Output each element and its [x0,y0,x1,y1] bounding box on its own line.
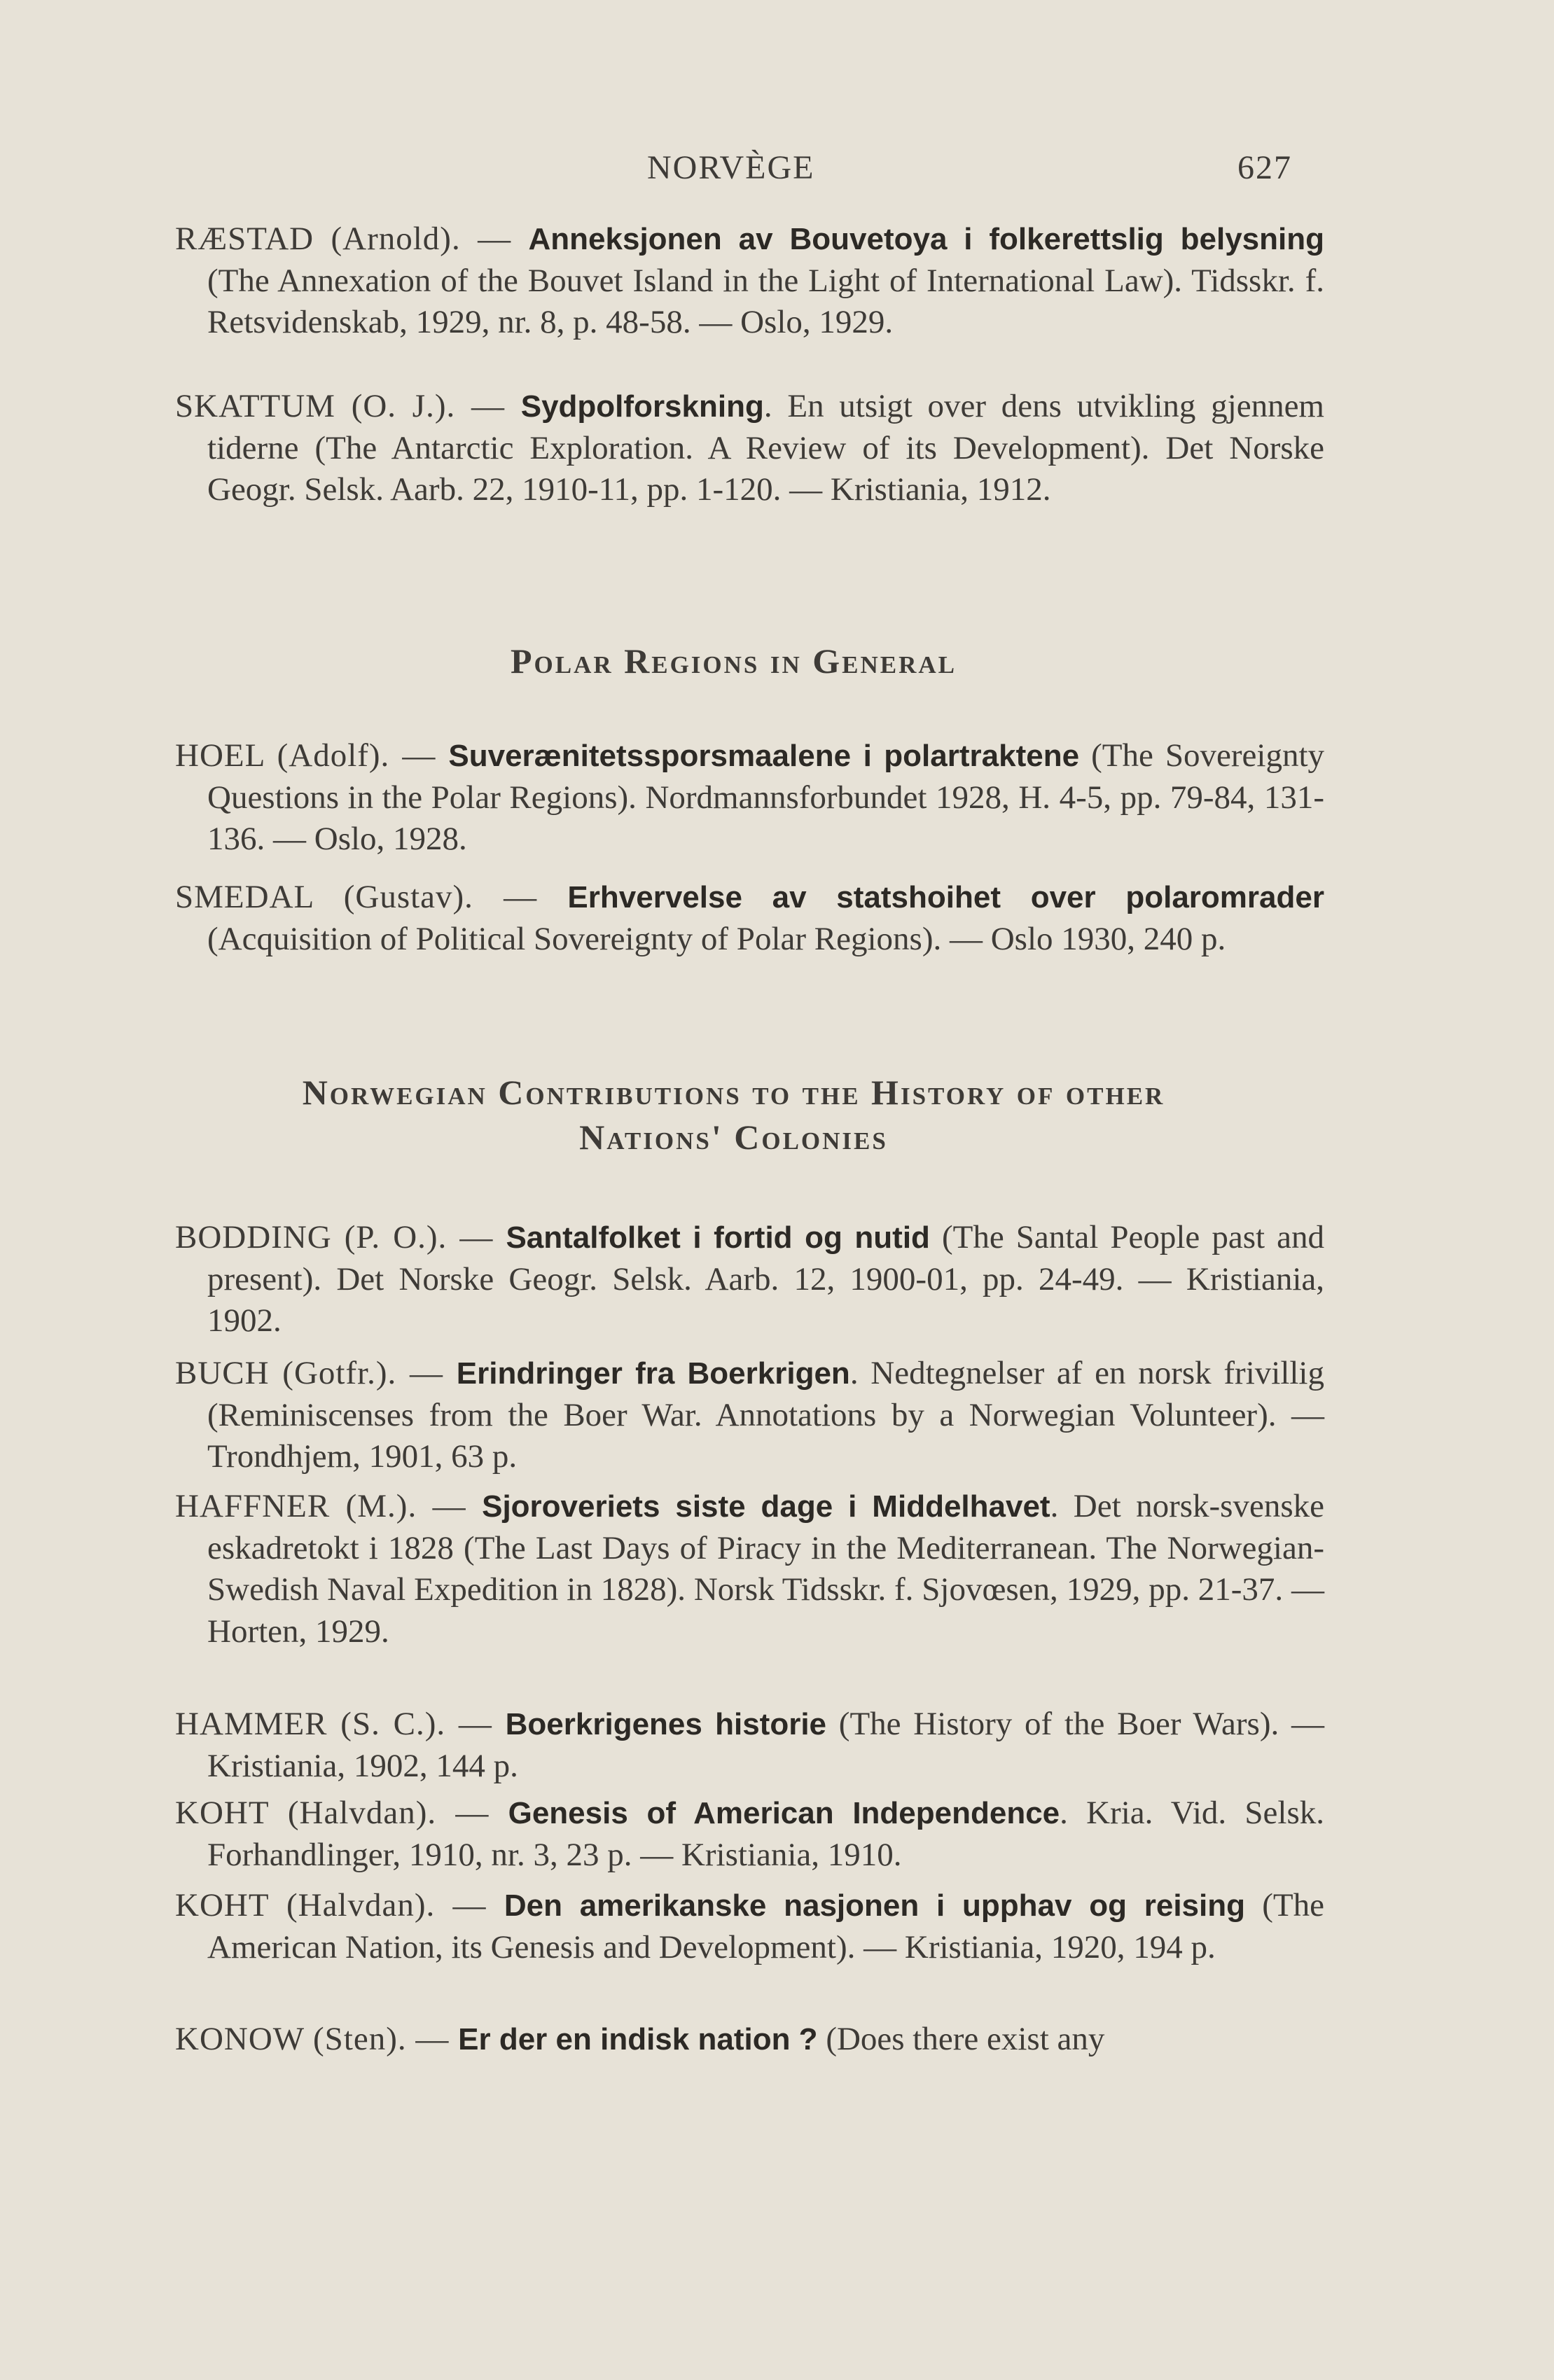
section-heading-line-1: Norwegian Contributions to the History of other [302,1073,1165,1112]
entry-author: KONOW (Sten). — [175,2021,459,2057]
entry-author: HOEL (Adolf). — [175,737,449,774]
entry-author: SKATTUM (O. J.). — [175,388,521,424]
entry-details: . Det norsk-svenske eskadretokt i 1828 (The Last Days of Piracy in the Mediterranean. The Norwegian-Swedish Naval Expedition in 1828). Norsk Tidsskr. f. Sjovœsen, 1929, pp. 21-37. — Horten, 1929. [207,1488,1324,1650]
entry-details: (The American Nation, its Genesis and Development). — Kristiania, 1920, 194 p. [207,1887,1325,1965]
entry-title: Suverænitetssporsmaalene i polartraktene [448,739,1080,773]
entry-title: Erhvervelse av statshoihet over polaromrader [567,880,1324,914]
entry-title: Erindringer fra Boerkrigen [456,1356,850,1391]
bibliography-entry [175,1486,1324,1652]
entry-title: Den amerikanske nasjonen i upphav og reising [504,1888,1245,1923]
entry-details: . Kria. Vid. Selsk. Forhandlinger, 1910, nr. 3, 23 p. — Kristiania, 1910. [207,1795,1324,1873]
bibliography-entry [175,1704,1324,1787]
entry-details: . Nedtegnelser af en norsk frivillig (Reminiscenses from the Boer War. Annotations by a Norwegian Volunteer). — Trondhjem, 1901, 63 p. [207,1355,1324,1475]
entry-title: Sjoroveriets siste dage i Middelhavet [482,1489,1050,1524]
bibliography-entry [175,877,1324,960]
section-heading-line-2: Nations' Colonies [579,1118,888,1157]
bibliography-entry [175,1217,1324,1342]
entry-author: RÆSTAD (Arnold). — [175,221,529,257]
running-head [175,148,1292,190]
entry-details: (The Annexation of the Bouvet Island in the Light of International Law). Tidsskr. f. Retsvidenskab, 1929, nr. 8, p. 48-58. — Oslo, 1929. [207,262,1324,341]
entry-title: Er der en indisk nation ? [458,2022,818,2057]
entry-title: Anneksjonen av Bouvetoya i folkerettslig belysning [528,222,1325,256]
entry-author: HAMMER (S. C.). — [175,1706,506,1742]
page-number: 627 [1237,149,1292,186]
section-heading: Polar Regions in General [510,641,957,681]
bibliography-entry [175,218,1324,344]
entry-details: (The History of the Boer Wars). — Kristiania, 1902, 144 p. [207,1706,1324,1784]
bibliography-entry [175,2019,1324,2061]
entry-details: (Acquisition of Political Sovereignty of Polar Regions). — Oslo 1930, 240 p. [207,920,1226,957]
entry-title: Boerkrigenes historie [505,1707,827,1741]
bibliography-entry [175,1353,1324,1478]
entry-details: . En utsigt over dens utvikling gjennem tiderne (The Antarctic Exploration. A Review of its Development). Det Norske Geogr. Selsk. Aarb. 22, 1910-11, pp. 1-120. — Kristiania, 1912. [207,388,1324,508]
entry-author: HAFFNER (M.). — [175,1488,483,1524]
bibliography-entry [175,386,1324,511]
entry-author: KOHT (Halvdan). — [175,1795,508,1831]
entry-author: BODDING (P. O.). — [175,1219,506,1255]
bibliography-entry [175,735,1324,861]
entry-details: (The Santal People past and present). Det Norske Geogr. Selsk. Aarb. 12, 1900-01, pp. 24-49. — Kristiania, 1902. [207,1219,1324,1339]
entry-details: (The Sovereignty Questions in the Polar Regions). Nordmannsforbundet 1928, H. 4-5, pp. 79-84, 131-136. — Oslo, 1928. [207,737,1324,858]
entry-author: BUCH (Gotfr.). — [175,1355,457,1391]
entry-title: Genesis of American Independence [508,1796,1060,1830]
bibliography-entry [175,1885,1324,1968]
entry-details: (Does there exist any [817,2021,1105,2057]
section-heading [175,1070,1292,1160]
entry-author: SMEDAL (Gustav). — [175,879,568,915]
bibliography-entry [175,1793,1324,1876]
entry-title: Sydpolforskning [520,389,764,424]
entry-author: KOHT (Halvdan). — [175,1887,504,1923]
running-title: NORVÈGE [647,149,815,186]
entry-title: Santalfolket i fortid og nutid [506,1220,930,1255]
